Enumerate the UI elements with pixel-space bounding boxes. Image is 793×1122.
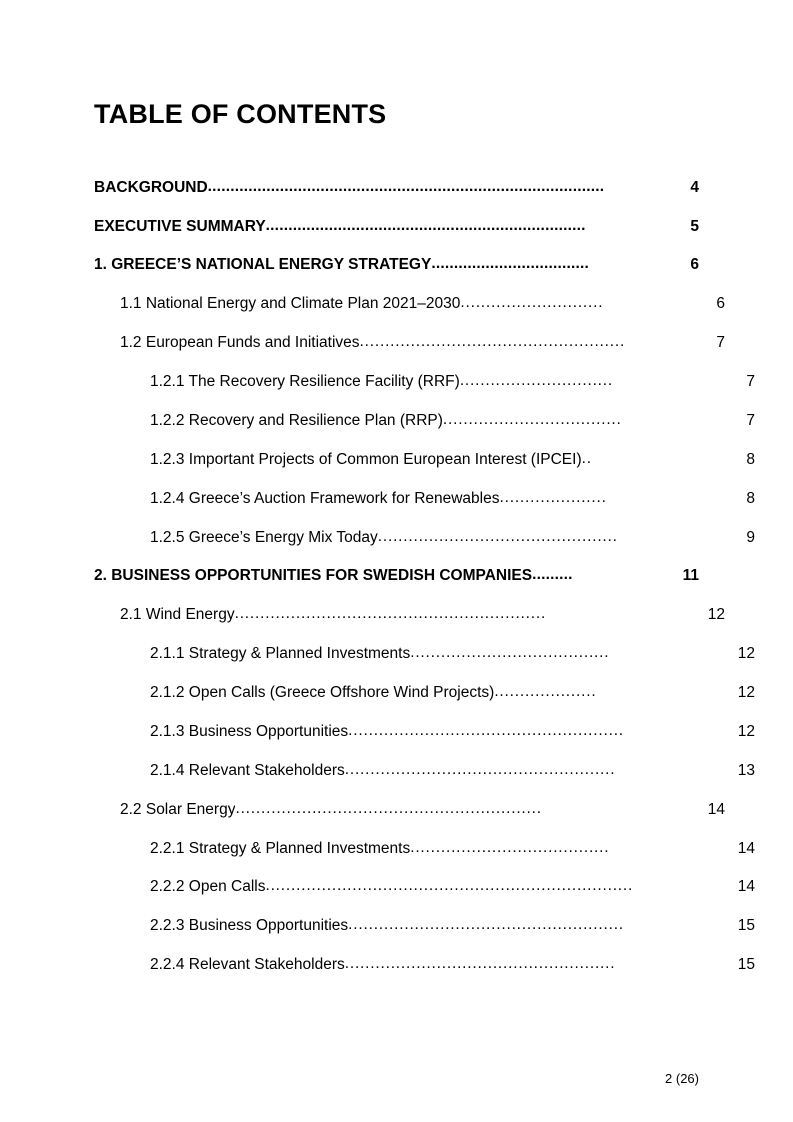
toc-entry-label: 1.2.4 Greece’s Auction Framework for Renewables	[150, 489, 500, 507]
toc-entry-leader-dots: .......................................................................	[265, 216, 586, 234]
toc-entry-page-number: 6	[690, 256, 699, 274]
toc-entry-page-number: 9	[746, 528, 755, 546]
toc-entry-leader-dots: .........	[532, 566, 573, 584]
toc-entry-label: 2.1.4 Relevant Stakeholders	[150, 761, 345, 779]
toc-entry-label: 1.2.5 Greece’s Energy Mix Today	[150, 528, 378, 546]
toc-entry-label: 2.2.4 Relevant Stakeholders	[150, 956, 345, 974]
toc-entry-label: 1. GREECE’S NATIONAL ENERGY STRATEGY	[94, 256, 432, 274]
toc-entry-label: 1.1 National Energy and Climate Plan 2021–2030	[120, 295, 461, 313]
toc-entry[interactable]	[94, 255, 699, 274]
toc-entry-leader-dots: ...................................	[442, 410, 622, 428]
toc-entry-page-number: 7	[746, 411, 755, 429]
toc-entry[interactable]	[94, 644, 755, 663]
toc-entry[interactable]	[94, 178, 699, 197]
toc-entry-label: 2. BUSINESS OPPORTUNITIES FOR SWEDISH COMPANIES	[94, 567, 533, 585]
toc-entry[interactable]	[94, 605, 725, 624]
toc-entry-label: 2.2.1 Strategy & Planned Investments	[150, 839, 411, 857]
toc-entry-leader-dots: ....................	[494, 683, 597, 701]
toc-entry-leader-dots: .....................................................	[344, 955, 616, 973]
toc-entry-label: 1.2 European Funds and Initiatives	[120, 334, 360, 352]
toc-entry-page-number: 12	[737, 645, 755, 663]
toc-entry-page-number: 12	[737, 684, 755, 702]
toc-entry-leader-dots: .............................................................	[234, 605, 547, 623]
toc-entry-page-number: 13	[737, 761, 755, 779]
toc-entry-page-number: 15	[737, 917, 755, 935]
toc-entry[interactable]	[94, 566, 699, 585]
toc-entry-label: 1.2.2 Recovery and Resilience Plan (RRP)	[150, 411, 443, 429]
toc-entry-leader-dots: ....................................................	[359, 333, 626, 351]
toc-entry[interactable]	[94, 877, 755, 896]
toc-entry-leader-dots: .......................................	[410, 644, 610, 662]
toc-entry-leader-dots: ............................................................	[235, 799, 542, 817]
toc-entry-label: EXECUTIVE SUMMARY	[94, 217, 266, 235]
toc-entry-page-number: 14	[737, 878, 755, 896]
toc-entry-leader-dots: .......................................	[410, 838, 610, 856]
toc-entry-page-number: 12	[707, 606, 725, 624]
toc-entry-page-number: 6	[716, 295, 725, 313]
toc-entry-leader-dots: ......................................................	[348, 721, 624, 739]
toc-entry-leader-dots: ..............................	[459, 372, 614, 390]
toc-entry-leader-dots: .....................................................	[344, 760, 616, 778]
toc-entry-label: 2.1.3 Business Opportunities	[150, 722, 349, 740]
toc-entry-page-number: 8	[746, 450, 755, 468]
toc-entry[interactable]	[94, 955, 755, 974]
toc-entry[interactable]	[94, 528, 755, 547]
toc-entry[interactable]	[94, 839, 755, 858]
toc-entry[interactable]	[94, 800, 725, 819]
toc-entry-leader-dots: ..	[581, 449, 592, 467]
toc-entry[interactable]	[94, 722, 755, 741]
toc-entry[interactable]	[94, 450, 755, 469]
toc-entry[interactable]	[94, 294, 725, 313]
toc-entry-page-number: 14	[737, 839, 755, 857]
toc-entry-leader-dots: ...............................................	[377, 527, 618, 545]
toc-entry[interactable]	[94, 916, 755, 935]
toc-entry-label: 2.1.2 Open Calls (Greece Offshore Wind Projects)	[150, 684, 495, 702]
toc-entry-label: BACKGROUND	[94, 178, 208, 196]
toc-entry-label: 1.2.3 Important Projects of Common European Interest (IPCEI)	[150, 450, 582, 468]
toc-entry-label: 2.2 Solar Energy	[120, 800, 236, 818]
toc-entry-leader-dots: ............................	[460, 294, 604, 312]
toc-entry-label: 2.1 Wind Energy	[120, 606, 235, 624]
toc-entry-leader-dots: ........................................................................................	[207, 177, 605, 195]
toc-entry-page-number: 5	[690, 217, 699, 235]
toc-entry-label: 2.2.2 Open Calls	[150, 878, 266, 896]
toc-entry-page-number: 7	[716, 334, 725, 352]
table-of-contents	[94, 177, 755, 975]
toc-entry[interactable]	[94, 333, 725, 352]
toc-entry-page-number: 11	[682, 567, 699, 585]
toc-entry[interactable]	[94, 489, 755, 508]
page-title: TABLE OF CONTENTS	[94, 99, 387, 129]
toc-entry[interactable]	[94, 217, 699, 236]
toc-entry-page-number: 8	[746, 489, 755, 507]
toc-entry-leader-dots: ........................................................................	[265, 877, 634, 895]
toc-entry-page-number: 14	[707, 800, 725, 818]
toc-entry-leader-dots: .....................	[499, 488, 607, 506]
toc-entry-page-number: 15	[737, 956, 755, 974]
toc-entry-leader-dots: ......................................................	[348, 916, 624, 934]
toc-entry[interactable]	[94, 411, 755, 430]
toc-entry-page-number: 12	[737, 722, 755, 740]
page-footer: 2 (26)	[665, 1071, 699, 1086]
toc-entry[interactable]	[94, 372, 755, 391]
toc-entry-page-number: 7	[746, 373, 755, 391]
toc-entry-label: 1.2.1 The Recovery Resilience Facility (RRF)	[150, 373, 460, 391]
toc-entry[interactable]	[94, 761, 755, 780]
toc-entry-label: 2.1.1 Strategy & Planned Investments	[150, 645, 411, 663]
toc-entry-leader-dots: ...................................	[431, 255, 590, 273]
toc-entry-page-number: 4	[690, 178, 699, 196]
toc-entry[interactable]	[94, 683, 755, 702]
toc-entry-label: 2.2.3 Business Opportunities	[150, 917, 349, 935]
